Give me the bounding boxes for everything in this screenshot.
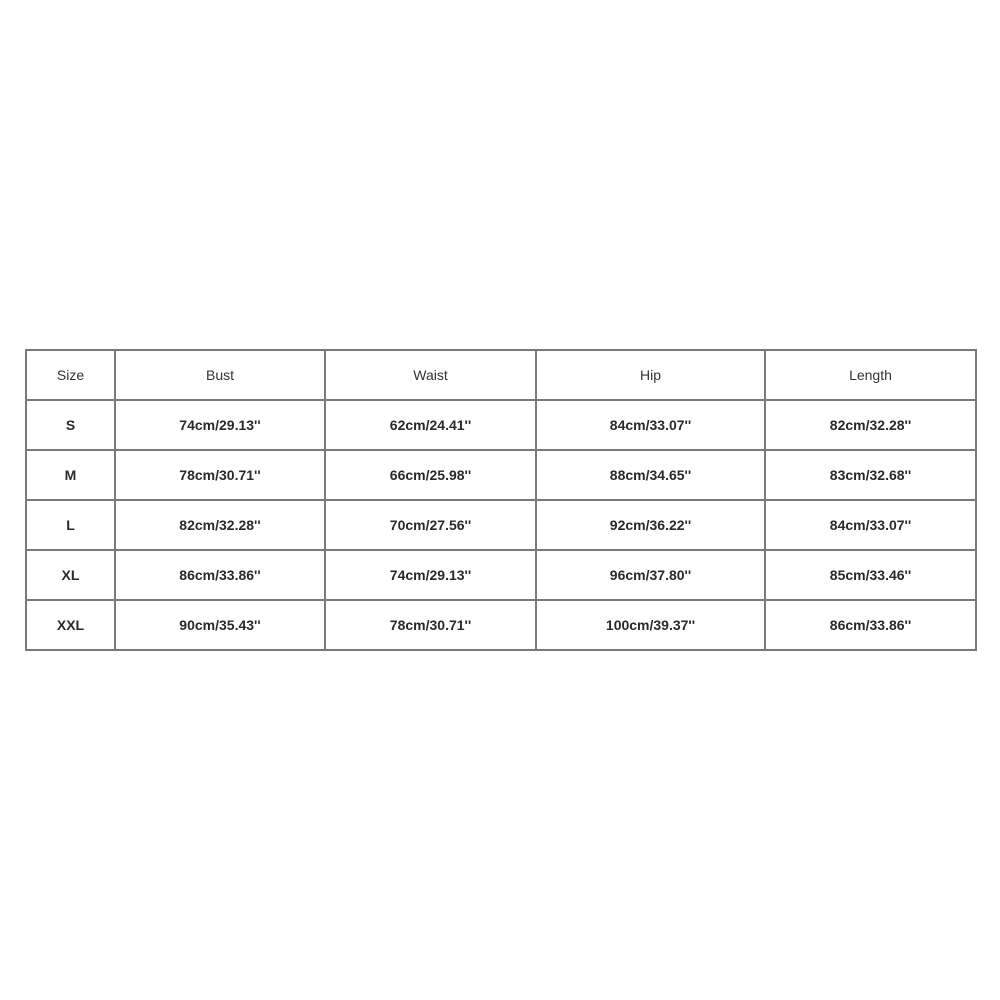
table-header-row: [26, 350, 976, 400]
bust-cell: 86cm/33.86'': [115, 550, 325, 600]
table-row-xl: [26, 550, 976, 600]
waist-cell: 70cm/27.56'': [325, 500, 536, 550]
size-cell: XL: [26, 550, 115, 600]
bust-cell: 90cm/35.43'': [115, 600, 325, 650]
length-cell: 82cm/32.28'': [765, 400, 976, 450]
column-header-waist: Waist: [325, 350, 536, 400]
size-cell: L: [26, 500, 115, 550]
table-row-l: [26, 500, 976, 550]
bust-cell: 74cm/29.13'': [115, 400, 325, 450]
bust-cell: 82cm/32.28'': [115, 500, 325, 550]
hip-cell: 100cm/39.37'': [536, 600, 765, 650]
hip-cell: 88cm/34.65'': [536, 450, 765, 500]
table-row-s: [26, 400, 976, 450]
size-cell: XXL: [26, 600, 115, 650]
waist-cell: 74cm/29.13'': [325, 550, 536, 600]
column-header-size: Size: [26, 350, 115, 400]
bust-cell: 78cm/30.71'': [115, 450, 325, 500]
waist-cell: 78cm/30.71'': [325, 600, 536, 650]
length-cell: 83cm/32.68'': [765, 450, 976, 500]
length-cell: 84cm/33.07'': [765, 500, 976, 550]
hip-cell: 92cm/36.22'': [536, 500, 765, 550]
length-cell: 86cm/33.86'': [765, 600, 976, 650]
size-cell: S: [26, 400, 115, 450]
table-row-xxl: [26, 600, 976, 650]
column-header-hip: Hip: [536, 350, 765, 400]
table-row-m: [26, 450, 976, 500]
hip-cell: 96cm/37.80'': [536, 550, 765, 600]
column-header-length: Length: [765, 350, 976, 400]
size-cell: M: [26, 450, 115, 500]
waist-cell: 62cm/24.41'': [325, 400, 536, 450]
size-chart-table: [25, 349, 977, 651]
hip-cell: 84cm/33.07'': [536, 400, 765, 450]
length-cell: 85cm/33.46'': [765, 550, 976, 600]
column-header-bust: Bust: [115, 350, 325, 400]
waist-cell: 66cm/25.98'': [325, 450, 536, 500]
